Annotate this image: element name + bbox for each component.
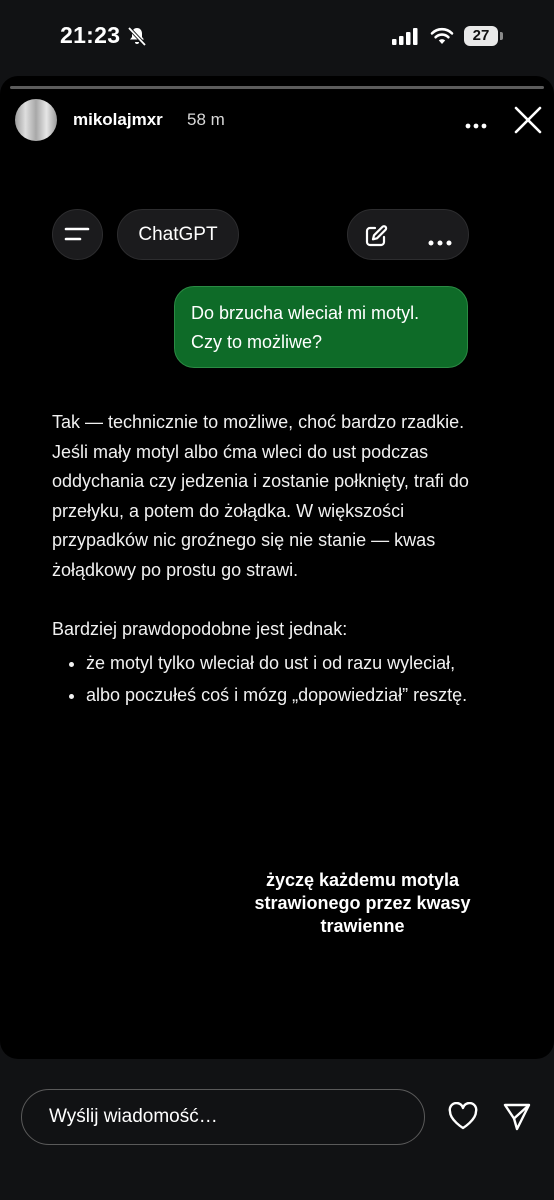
bell-muted-icon	[127, 26, 147, 51]
chat-menu-button	[52, 209, 103, 260]
answer-bullet-list	[52, 649, 482, 711]
story-username[interactable]: mikolajmxr	[73, 110, 163, 129]
close-icon[interactable]	[514, 106, 542, 139]
chat-actions-pill	[347, 209, 469, 260]
send-icon[interactable]	[502, 1102, 532, 1137]
assistant-answer	[52, 408, 482, 714]
user-message-bubble: Do brzucha wleciał mi motyl. Czy to możliwe?	[174, 286, 468, 368]
more-options-icon[interactable]	[465, 116, 487, 134]
model-selector-button: ChatGPT	[117, 209, 239, 260]
new-chat-edit-icon	[364, 224, 388, 253]
avatar[interactable]	[15, 99, 57, 141]
story-progress-bar	[10, 86, 544, 89]
list-item: • że motyl tylko wleciał do ust i od razu wyleciał,	[86, 649, 482, 679]
story-time-ago: 58 m	[187, 110, 225, 129]
status-bar	[0, 0, 554, 76]
story-text-sticker: życzę każdemu motyla strawionego przez kwasy trawienne	[254, 870, 471, 936]
clock: 21:23	[60, 22, 121, 48]
message-input[interactable]: Wyślij wiadomość…	[21, 1089, 425, 1145]
story-panel[interactable]	[0, 76, 554, 1059]
heart-icon[interactable]	[447, 1102, 479, 1135]
cellular-signal-icon	[392, 28, 418, 50]
answer-paragraph: Tak — technicznie to możliwe, choć bardzo rzadkie. Jeśli mały motyl albo ćma wleci do ust podczas oddychania czy jedzenia i zostanie połknięty, trafi do przełyku, a potem do żołądka. W większości przypadków nic groźnego się nie stanie — kwas żołądkowy po prostu go strawi.	[52, 412, 469, 580]
battery-cap	[500, 32, 503, 40]
wifi-icon	[430, 27, 454, 50]
answer-paragraph: Bardziej prawdopodobne jest jednak:	[52, 619, 348, 639]
battery-indicator: 27	[464, 26, 498, 46]
list-item: • albo poczułeś coś i mózg „dopowiedział” resztę.	[86, 681, 482, 711]
menu-lines-icon	[52, 209, 103, 260]
more-dots-icon	[428, 233, 452, 251]
